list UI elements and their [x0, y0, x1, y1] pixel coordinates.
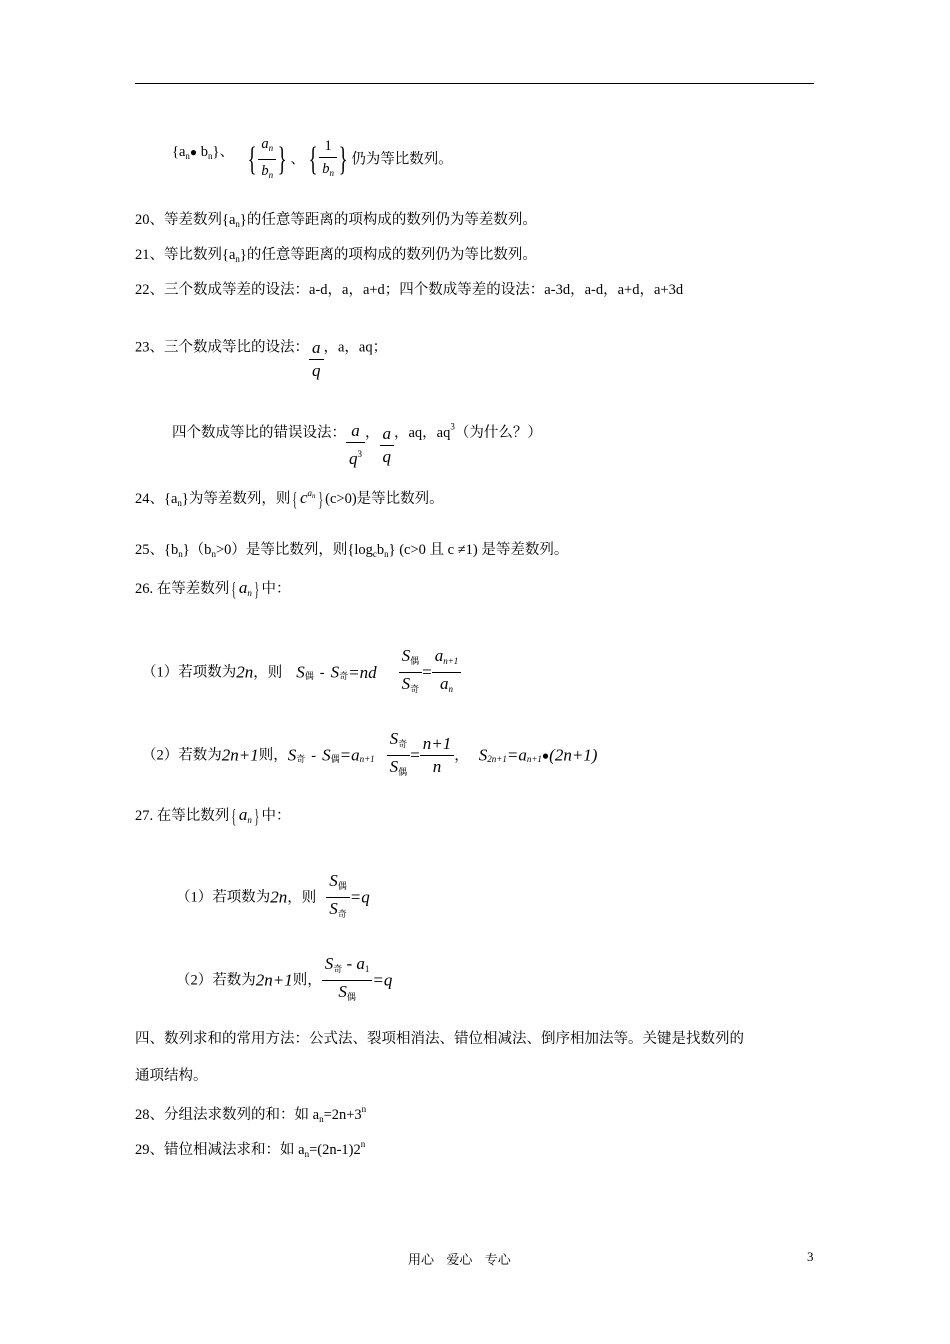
section-4: 四、数列求和的常用方法：公式法、裂项相消法、错位相减法、倒序相加法等。关键是找数列的 — [135, 1031, 744, 1047]
line-products — [172, 142, 234, 166]
page-number: 3 — [807, 1249, 814, 1264]
item-28: 28、分组法求数列的和：如 $a_n=2n+3^n$ — [135, 1104, 367, 1124]
header-rule — [135, 83, 814, 84]
sub: n — [185, 151, 190, 161]
item-27-1: （1）若项数为2n，则 $\frac{S_偶}{S_奇}$ =q — [176, 871, 370, 919]
text: b — [197, 144, 209, 160]
item-26: 26. 在等差数列 { $a_n$ } 中： — [135, 578, 291, 601]
section-4-cont: 通项结构。 — [135, 1068, 208, 1084]
item-26-1: （1）若项数为2n，则 $S_偶 - S_奇=nd$ $\frac{S_偶}{S_奇}$ = $\frac{a_{n+1}}{a_n}$ — [142, 645, 461, 700]
item-22: 22、三个数成等差的设法：a-d，a，a+d；四个数成等差的设法：a-3d，a-d，a+d，a+3d — [135, 282, 684, 298]
text: {a — [172, 144, 186, 160]
item-23: 23、三个数成等比的设法： $\frac{a}{q}$ ，a，aq； — [135, 338, 388, 380]
dot-operator: ● — [189, 145, 198, 159]
text: }、 — [212, 144, 234, 160]
item-23-wrong: 四个数成等比的错误设法： $\frac{a}{q^3}$ ， $\frac{a}{q}$ ，aq，$aq^3$（为什么？） — [172, 421, 542, 468]
item-20: 20、等差数列$\{a_n\}$的任意等距离的项构成的数列仍为等差数列。 — [135, 212, 537, 229]
sub: n — [208, 151, 213, 161]
item-26-2: （2）若数为2n+1则，$S_奇 - S_偶=a_{n+1}$ $\frac{S_奇}{S_偶}$ = $\frac{n+1}{n}$ ， $S_{2n+1}=a_{n+1}●(2n+1)$ — [142, 729, 598, 777]
item-27-2: （2）若数为2n+1则， $\frac{S_奇 - a_1}{S_偶}$ =q — [176, 954, 393, 1002]
item-29: 29、错位相减法求和：如 $a_n=(2n-1)2^n$ — [135, 1139, 366, 1159]
item-27: 27. 在等比数列 { $a_n$ } 中： — [135, 805, 291, 828]
footer-text: 用心 爱心 专心 — [408, 1253, 511, 1268]
item-25: 25、$\{b_n\}(b_n>0)$是等比数列，则$\{\log_cb_n\}$ (c>0 且 c ≠1) 是等差数列。 — [135, 542, 569, 559]
item-24: 24、$\{a_n\}$为等差数列，则 { $c^{an}$ } (c>0)是等比数列。 — [135, 488, 444, 511]
item-21: 21、等比数列$\{a_n\}$的任意等距离的项构成的数列仍为等比数列。 — [135, 247, 537, 264]
fraction-an-bn: { $\frac{a_n}{b_n}$ } 、 { $\frac{1}{b_n}$ } 仍为等比数列。 — [244, 133, 453, 186]
